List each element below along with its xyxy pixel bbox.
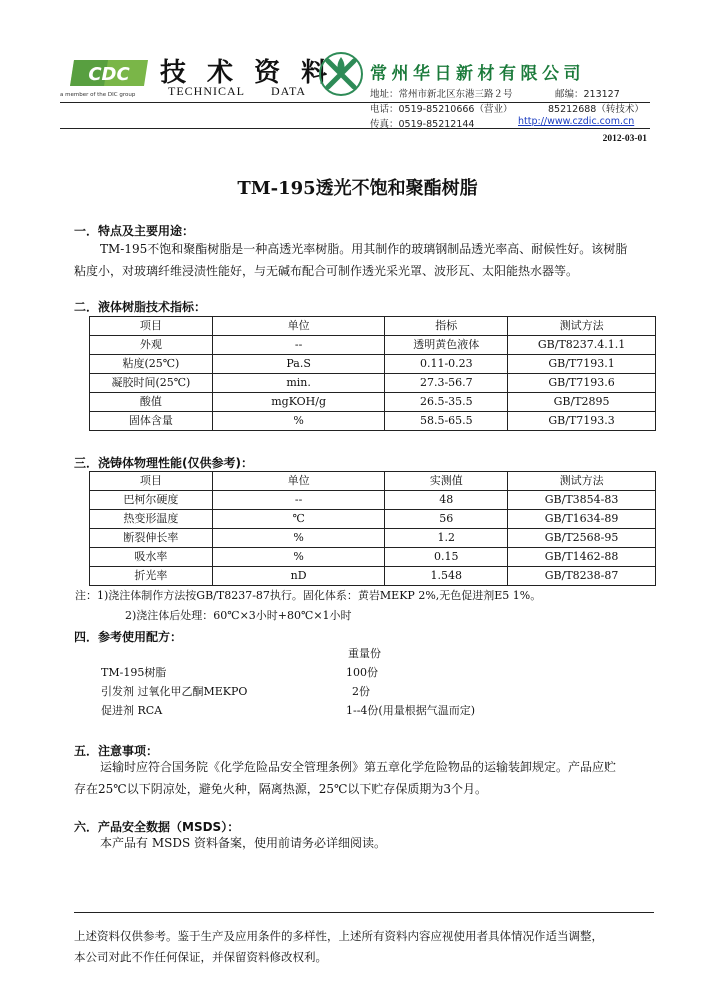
section-5-heading: 五．注意事项： xyxy=(74,744,159,758)
header-cell: 项目 xyxy=(90,472,213,491)
section-5-line-2: 存在25℃以下阴凉处，避免火种，隔离热源，25℃以下贮存保质期为3个月。 xyxy=(74,782,488,796)
table-header-row xyxy=(90,472,656,491)
website-link[interactable]: http://www.czdic.com.cn xyxy=(518,116,635,127)
table-cell: mgKOH/g xyxy=(212,393,385,412)
table-cell: 酸值 xyxy=(90,393,213,412)
header-cell: 单位 xyxy=(212,472,385,491)
table-cell: GB/T7193.3 xyxy=(508,412,656,431)
doc-date: 2012-03-01 xyxy=(602,134,647,144)
table-row xyxy=(90,412,656,431)
table-row xyxy=(90,510,656,529)
table-row xyxy=(90,567,656,586)
logo-text: CDC xyxy=(88,64,130,85)
table-cell: 48 xyxy=(385,491,508,510)
document-title: TM-195透光不饱和聚酯树脂 xyxy=(237,178,478,199)
phone: 电话：0519-85210666（营业） xyxy=(370,104,513,115)
section-4-heading: 四．参考使用配方： xyxy=(74,630,183,644)
table-cell: 透明黄色液体 xyxy=(385,336,508,355)
formula-amount: 1--4份(用量根据气温而定) xyxy=(346,704,476,717)
footer-line-1: 上述资料仅供参考。鉴于生产及应用条件的多样性，上述所有资料内容应视使用者具体情况作适当调整， xyxy=(74,929,603,943)
table-cell: % xyxy=(212,412,385,431)
formula-amount: 2份 xyxy=(352,685,370,698)
company-name: 常州华日新材有限公司 xyxy=(370,64,585,84)
table-cell: GB/T7193.6 xyxy=(508,374,656,393)
table-row xyxy=(90,529,656,548)
address: 地址：常州市新北区东港三路２号 xyxy=(370,89,513,100)
english-word-1: TECHNICAL xyxy=(168,84,245,98)
section-1-body xyxy=(74,238,654,282)
cdc-logo xyxy=(68,58,150,88)
logo-tagline: a member of the DIC group xyxy=(60,92,136,98)
section-6-heading: 六．产品安全数据（MSDS）： xyxy=(74,820,240,834)
casting-note-1: 注：1)浇注体制作方法按GB/T8237-87执行。固化体系：黄岩MEKP 2%,无色促进剂E5 1%。 xyxy=(75,589,542,602)
doc-type-title: 技 术 资 料 xyxy=(160,58,334,88)
header-cell: 实测值 xyxy=(385,472,508,491)
table-cell: 0.11-0.23 xyxy=(385,355,508,374)
table-row xyxy=(90,374,656,393)
table-cell: 热变形温度 xyxy=(90,510,213,529)
table-cell: GB/T2895 xyxy=(508,393,656,412)
section-2-heading: 二．液体树脂技术指标： xyxy=(74,300,207,314)
footer-disclaimer xyxy=(74,926,659,968)
table-cell: 27.3-56.7 xyxy=(385,374,508,393)
table-cell: -- xyxy=(212,491,385,510)
table-cell: 吸水率 xyxy=(90,548,213,567)
table-cell: nD xyxy=(212,567,385,586)
table-cell: 1.2 xyxy=(385,529,508,548)
header-bottom-rule xyxy=(60,128,650,129)
table-cell: 巴柯尔硬度 xyxy=(90,491,213,510)
table-cell: % xyxy=(212,548,385,567)
english-word-2: DATA xyxy=(271,84,307,98)
formula-item: TM-195树脂 xyxy=(101,666,167,679)
table-cell: min. xyxy=(212,374,385,393)
section-1-heading: 一．特点及主要用途： xyxy=(74,224,195,238)
table-cell: 粘度(25℃) xyxy=(90,355,213,374)
table-cell: GB/T3854-83 xyxy=(508,491,656,510)
formula-weight-header: 重量份 xyxy=(348,647,381,660)
table-row xyxy=(90,548,656,567)
table-row xyxy=(90,491,656,510)
header-cell: 项目 xyxy=(90,317,213,336)
section-3-heading: 三．浇铸体物理性能(仅供参考)： xyxy=(74,456,253,470)
section-1-line-2: 粘度小，对玻璃纤维浸渍性能好，与无碱布配合可制作透光采光罩、波形瓦、太阳能热水器等。 xyxy=(74,264,579,278)
fax: 传真：0519-85212144 xyxy=(370,119,475,130)
table-cell: 0.15 xyxy=(385,548,508,567)
table-cell: 1.548 xyxy=(385,567,508,586)
table-cell: 折光率 xyxy=(90,567,213,586)
table-cell: GB/T7193.1 xyxy=(508,355,656,374)
table-cell: 固体含量 xyxy=(90,412,213,431)
table-cell: 58.5-65.5 xyxy=(385,412,508,431)
company-logo-icon xyxy=(318,51,364,97)
section-6-line-1: 本产品有 MSDS 资料备案，使用前请务必详细阅读。 xyxy=(100,836,386,850)
table-cell: 外观 xyxy=(90,336,213,355)
section-5-body xyxy=(74,756,654,800)
table-cell: GB/T8238-87 xyxy=(508,567,656,586)
doc-type-english xyxy=(168,84,332,99)
formula-item: 引发剂 过氧化甲乙酮MEKPO xyxy=(101,685,248,698)
phone-tech: 85212688（转技术） xyxy=(548,104,644,115)
table-cell: 断裂伸长率 xyxy=(90,529,213,548)
table-cell: GB/T1462-88 xyxy=(508,548,656,567)
table-cell: 26.5-35.5 xyxy=(385,393,508,412)
table-cell: GB/T1634-89 xyxy=(508,510,656,529)
header-cell: 单位 xyxy=(212,317,385,336)
header-cell: 指标 xyxy=(385,317,508,336)
table-cell: Pa.S xyxy=(212,355,385,374)
table-row xyxy=(90,355,656,374)
table-row xyxy=(90,336,656,355)
casting-property-table xyxy=(89,471,656,586)
footer-line-2: 本公司对此不作任何保证，并保留资料修改权利。 xyxy=(74,950,327,964)
table-cell: GB/T2568-95 xyxy=(508,529,656,548)
table-cell: GB/T8237.4.1.1 xyxy=(508,336,656,355)
table-header-row xyxy=(90,317,656,336)
table-row xyxy=(90,393,656,412)
formula-item: 促进剂 RCA xyxy=(101,704,163,717)
resin-spec-table xyxy=(89,316,656,431)
table-cell: 56 xyxy=(385,510,508,529)
postcode: 邮编：213127 xyxy=(555,89,620,100)
table-cell: % xyxy=(212,529,385,548)
footer-divider xyxy=(74,912,654,913)
section-1-line-1: TM-195不饱和聚酯树脂是一种高透光率树脂。用其制作的玻璃钢制品透光率高、耐候性好。该树脂 xyxy=(100,242,628,256)
header-cell: 测试方法 xyxy=(508,472,656,491)
table-cell: 凝胶时间(25℃) xyxy=(90,374,213,393)
casting-note-2: 2)浇注体后处理：60℃×3小时+80℃×1小时 xyxy=(125,609,352,622)
table-cell: -- xyxy=(212,336,385,355)
formula-amount: 100份 xyxy=(346,666,378,679)
section-5-line-1: 运输时应符合国务院《化学危险品安全管理条例》第五章化学危险物品的运输装卸规定。产品应贮 xyxy=(100,760,617,774)
table-cell: ℃ xyxy=(212,510,385,529)
header-cell: 测试方法 xyxy=(508,317,656,336)
